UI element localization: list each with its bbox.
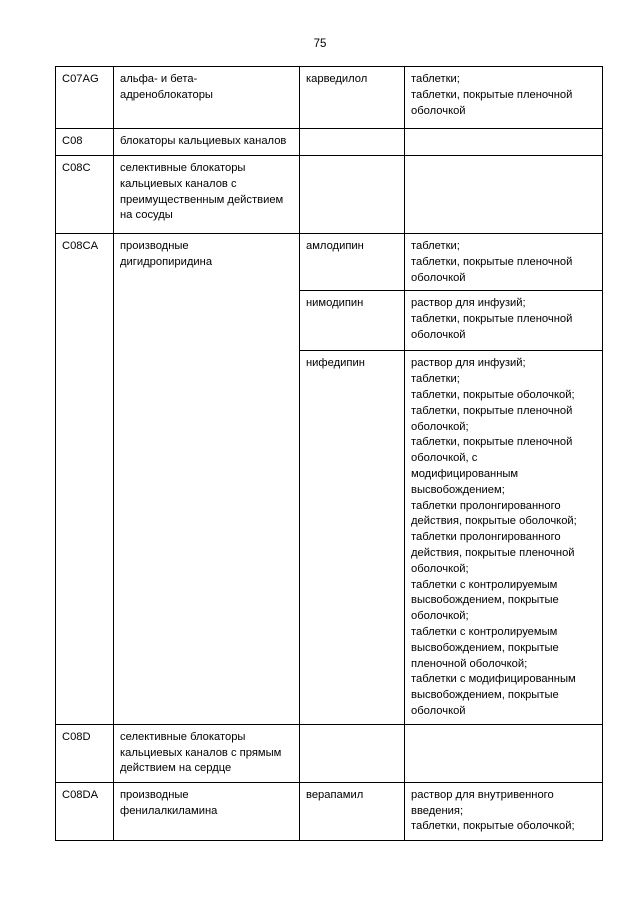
drug-classification-table (55, 66, 603, 841)
atc-code-cell: C08 (56, 129, 114, 156)
group-name-cell-line: адреноблокаторы (120, 88, 213, 101)
dosage-forms-cell-line: высвобождением; (411, 483, 505, 496)
page-number: 75 (313, 38, 327, 50)
drug-name-cell (300, 156, 405, 234)
dosage-forms-cell (405, 291, 603, 351)
dosage-forms-cell-line: таблетки, покрытые пленочной (411, 255, 573, 268)
group-name-cell-line: фенилалкиламина (120, 804, 218, 817)
dosage-forms-cell-line: таблетки пролонгированного (411, 499, 561, 512)
atc-code-cell: C08CA (56, 234, 114, 725)
dosage-forms-cell-line: таблетки; (411, 373, 460, 386)
drug-name-cell: карведилол (300, 67, 405, 129)
dosage-forms-cell-line: оболочкой (411, 704, 466, 717)
dosage-forms-cell (405, 782, 603, 840)
dosage-forms-cell-line: введения; (411, 804, 464, 817)
dosage-forms-cell (405, 129, 603, 156)
group-name-cell (114, 782, 300, 840)
table-row (56, 234, 603, 291)
dosage-forms-cell-line: таблетки, покрытые оболочкой; (411, 820, 575, 833)
dosage-forms-cell-line: таблетки с модифицированным (411, 673, 576, 686)
dosage-forms-cell-line: таблетки, покрытые пленочной (411, 404, 573, 417)
group-name-cell-line: дигидропиридина (120, 255, 213, 268)
atc-code-cell: C08D (56, 724, 114, 782)
atc-code-cell: C07AG (56, 67, 114, 129)
group-name-cell-line: альфа- и бета- (120, 73, 198, 85)
table-row (56, 129, 603, 156)
dosage-forms-cell (405, 156, 603, 234)
dosage-forms-cell-line: оболочкой; (411, 562, 469, 575)
dosage-forms-cell-line: таблетки, покрытые оболочкой; (411, 388, 575, 401)
dosage-forms-cell-line: оболочкой (411, 328, 466, 341)
dosage-forms-cell (405, 67, 603, 129)
table-row (56, 156, 603, 234)
dosage-forms-cell-line: таблетки; (411, 73, 460, 85)
group-name-cell-line: селективные блокаторы (120, 730, 246, 743)
atc-code-cell: C08DA (56, 782, 114, 840)
dosage-forms-cell-line: пленочной оболочкой; (411, 657, 528, 670)
group-name-cell-line: производные (120, 240, 189, 252)
table-row (56, 67, 603, 129)
group-name-cell-line: кальциевых каналов с прямым (120, 746, 282, 759)
group-name-cell-line: на сосуды (120, 209, 173, 222)
group-name-cell (114, 724, 300, 782)
dosage-forms-cell-line: раствор для внутривенного (411, 788, 554, 801)
dosage-forms-cell-line: раствор для инфузий; (411, 297, 526, 310)
drug-name-cell: верапамил (300, 782, 405, 840)
dosage-forms-cell (405, 351, 603, 724)
group-name-cell-line: селективные блокаторы (120, 162, 246, 174)
table-row (56, 724, 603, 782)
group-name-cell-line: кальциевых каналов с (120, 177, 237, 190)
dosage-forms-cell-line: оболочкой; (411, 420, 469, 433)
dosage-forms-cell-line: высвобождением, покрытые (411, 641, 559, 654)
dosage-forms-cell-line: раствор для инфузий; (411, 357, 526, 370)
dosage-forms-cell-line: высвобождением, покрытые (411, 689, 559, 702)
group-name-cell (114, 67, 300, 129)
group-name-cell-line: производные (120, 788, 189, 801)
drug-name-cell: нифедипин (300, 351, 405, 724)
dosage-forms-cell-line: таблетки, покрытые пленочной (411, 313, 573, 326)
dosage-forms-cell-line: оболочкой (411, 271, 466, 284)
dosage-forms-cell-line: модифицированным (411, 467, 519, 480)
group-name-cell-line: преимущественным действием (120, 193, 284, 206)
dosage-forms-cell-line: таблетки с контролируемым (411, 625, 558, 638)
group-name-cell-line: блокаторы кальциевых каналов (120, 135, 287, 147)
dosage-forms-cell-line: таблетки; (411, 240, 460, 252)
group-name-cell (114, 156, 300, 234)
dosage-forms-cell-line: действия, покрытые оболочкой; (411, 515, 577, 528)
dosage-forms-cell-line: таблетки, покрытые пленочной (411, 88, 573, 101)
group-name-cell (114, 234, 300, 725)
dosage-forms-cell-line: таблетки, покрытые пленочной (411, 436, 573, 449)
dosage-forms-cell-line: высвобождением, покрытые (411, 594, 559, 607)
dosage-forms-cell-line: таблетки с контролируемым (411, 578, 558, 591)
dosage-forms-cell-line: действия, покрытые пленочной (411, 546, 575, 559)
drug-name-cell (300, 129, 405, 156)
dosage-forms-cell (405, 724, 603, 782)
drug-name-cell: амлодипин (300, 234, 405, 291)
group-name-cell-line: действием на сердце (120, 762, 232, 775)
drug-name-cell: нимодипин (300, 291, 405, 351)
dosage-forms-cell-line: оболочкой, с (411, 452, 478, 465)
drug-name-cell (300, 724, 405, 782)
atc-code-cell: C08C (56, 156, 114, 234)
group-name-cell (114, 129, 300, 156)
dosage-forms-cell (405, 234, 603, 291)
dosage-forms-cell-line: таблетки пролонгированного (411, 531, 561, 544)
dosage-forms-cell-line: оболочкой; (411, 610, 469, 623)
dosage-forms-cell-line: оболочкой (411, 104, 466, 117)
table-row (56, 782, 603, 840)
